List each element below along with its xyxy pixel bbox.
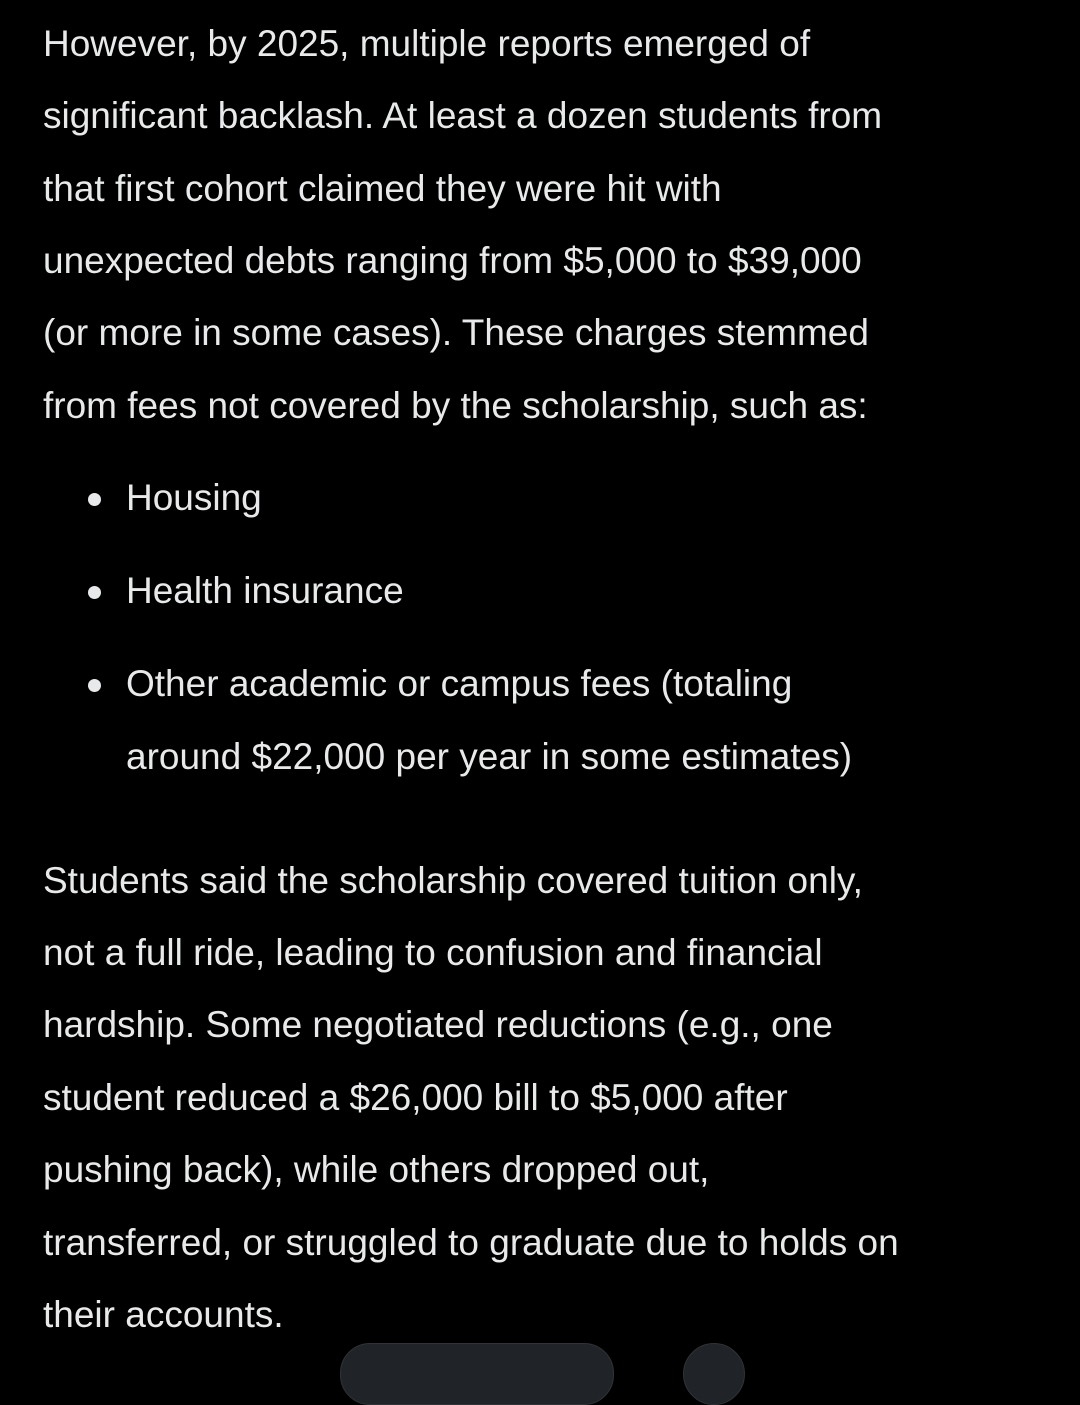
text-line: hardship. Some negotiated reductions (e.g., one	[43, 1004, 833, 1045]
list-item-text: Other academic or campus fees (totaling	[126, 663, 793, 704]
text-line: Students said the scholarship covered tuition only,	[43, 860, 863, 901]
text-line: significant backlash. At least a dozen students from	[43, 95, 883, 136]
bullet-icon	[88, 679, 101, 692]
text-line: their accounts.	[43, 1294, 284, 1335]
text-line: that first cohort claimed they were hit with	[43, 168, 722, 209]
list-item-text: Housing	[126, 477, 262, 518]
floating-action-pill-button[interactable]	[340, 1343, 614, 1405]
text-line: pushing back), while others dropped out,	[43, 1149, 710, 1190]
list-item-text: around $22,000 per year in some estimates)	[126, 736, 853, 777]
text-line: student reduced a $26,000 bill to $5,000 after	[43, 1077, 788, 1118]
text-line: (or more in some cases). These charges stemmed	[43, 312, 869, 353]
text-line: transferred, or struggled to graduate due to holds on	[43, 1222, 899, 1263]
text-line: unexpected debts ranging from $5,000 to $39,000	[43, 240, 862, 281]
text-line: not a full ride, leading to confusion and financial	[43, 932, 823, 973]
text-line: However, by 2025, multiple reports emerged of	[43, 23, 811, 64]
text-line: from fees not covered by the scholarship, such as:	[43, 385, 868, 426]
bullet-icon	[88, 586, 101, 599]
bullet-icon	[88, 493, 101, 506]
floating-circle-button[interactable]	[683, 1343, 745, 1405]
list-item-text: Health insurance	[126, 570, 404, 611]
